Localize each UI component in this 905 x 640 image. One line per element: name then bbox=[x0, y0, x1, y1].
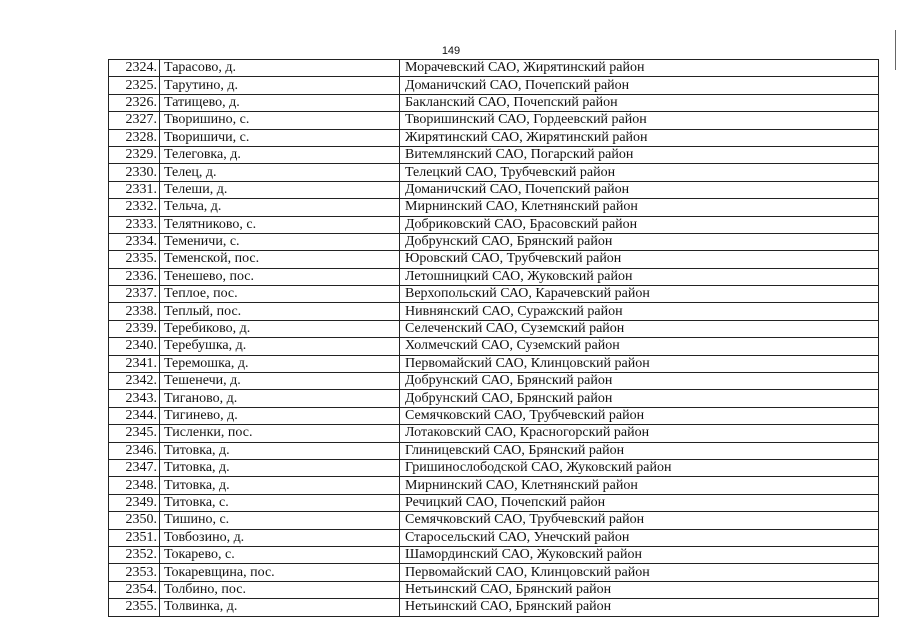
table-row bbox=[109, 303, 879, 320]
administration-district: Селеченский САО, Суземский район bbox=[400, 320, 879, 337]
row-number: 2346. bbox=[109, 442, 160, 459]
table-row bbox=[109, 338, 879, 355]
administration-district: Летошницкий САО, Жуковский район bbox=[400, 268, 879, 285]
settlement-name: Токарево, с. bbox=[160, 546, 400, 563]
settlement-name: Теплое, пос. bbox=[160, 286, 400, 303]
administration-district: Добрунский САО, Брянский район bbox=[400, 233, 879, 250]
table-row bbox=[109, 425, 879, 442]
row-number: 2333. bbox=[109, 216, 160, 233]
administration-district: Добрунский САО, Брянский район bbox=[400, 390, 879, 407]
administration-district: Доманичский САО, Почепский район bbox=[400, 77, 879, 94]
row-number: 2337. bbox=[109, 286, 160, 303]
settlement-name: Тешенечи, д. bbox=[160, 373, 400, 390]
row-number: 2348. bbox=[109, 477, 160, 494]
row-number: 2351. bbox=[109, 529, 160, 546]
row-number: 2340. bbox=[109, 338, 160, 355]
administration-district: Жирятинский САО, Жирятинский район bbox=[400, 129, 879, 146]
settlement-name: Теребушка, д. bbox=[160, 338, 400, 355]
settlement-name: Титовка, с. bbox=[160, 494, 400, 511]
table-row bbox=[109, 546, 879, 563]
settlement-name: Тарутино, д. bbox=[160, 77, 400, 94]
settlement-name: Теменской, пос. bbox=[160, 251, 400, 268]
row-number: 2353. bbox=[109, 564, 160, 581]
table-row bbox=[109, 129, 879, 146]
administration-district: Нивнянский САО, Суражский район bbox=[400, 303, 879, 320]
table-row bbox=[109, 181, 879, 198]
administration-district: Семячковский САО, Трубчевский район bbox=[400, 407, 879, 424]
administration-district: Верхопольский САО, Карачевский район bbox=[400, 286, 879, 303]
table-row bbox=[109, 286, 879, 303]
settlement-name: Телец, д. bbox=[160, 164, 400, 181]
row-number: 2326. bbox=[109, 94, 160, 111]
settlement-name: Телятниково, с. bbox=[160, 216, 400, 233]
row-number: 2350. bbox=[109, 512, 160, 529]
settlement-name: Творишино, с. bbox=[160, 112, 400, 129]
table-row bbox=[109, 564, 879, 581]
row-number: 2352. bbox=[109, 546, 160, 563]
settlement-name: Титовка, д. bbox=[160, 477, 400, 494]
administration-district: Добриковский САО, Брасовский район bbox=[400, 216, 879, 233]
table-row bbox=[109, 216, 879, 233]
row-number: 2339. bbox=[109, 320, 160, 337]
settlement-name: Телеши, д. bbox=[160, 181, 400, 198]
settlement-name: Тисленки, пос. bbox=[160, 425, 400, 442]
table-row bbox=[109, 60, 879, 77]
row-number: 2341. bbox=[109, 355, 160, 372]
table-row bbox=[109, 94, 879, 111]
row-number: 2324. bbox=[109, 60, 160, 77]
table-row bbox=[109, 146, 879, 163]
table-row bbox=[109, 164, 879, 181]
administration-district: Речицкий САО, Почепский район bbox=[400, 494, 879, 511]
table-row bbox=[109, 459, 879, 476]
table-row bbox=[109, 268, 879, 285]
administration-district: Бакланский САО, Почепский район bbox=[400, 94, 879, 111]
row-number: 2329. bbox=[109, 146, 160, 163]
table-row bbox=[109, 494, 879, 511]
row-number: 2347. bbox=[109, 459, 160, 476]
row-number: 2335. bbox=[109, 251, 160, 268]
administration-district: Морачевский САО, Жирятинский район bbox=[400, 60, 879, 77]
settlement-name: Тенешево, пос. bbox=[160, 268, 400, 285]
row-number: 2342. bbox=[109, 373, 160, 390]
settlement-name: Теремошка, д. bbox=[160, 355, 400, 372]
table-row bbox=[109, 442, 879, 459]
row-number: 2331. bbox=[109, 181, 160, 198]
row-number: 2332. bbox=[109, 199, 160, 216]
row-number: 2325. bbox=[109, 77, 160, 94]
table-row bbox=[109, 199, 879, 216]
scan-edge-line bbox=[895, 30, 896, 70]
row-number: 2345. bbox=[109, 425, 160, 442]
row-number: 2338. bbox=[109, 303, 160, 320]
settlement-name: Тишино, с. bbox=[160, 512, 400, 529]
table-row bbox=[109, 251, 879, 268]
table-row bbox=[109, 320, 879, 337]
settlement-name: Толбино, пос. bbox=[160, 581, 400, 598]
row-number: 2330. bbox=[109, 164, 160, 181]
settlement-name: Теменичи, с. bbox=[160, 233, 400, 250]
administration-district: Витемлянский САО, Погарский район bbox=[400, 146, 879, 163]
administration-district: Телецкий САО, Трубчевский район bbox=[400, 164, 879, 181]
table-row bbox=[109, 512, 879, 529]
settlement-name: Татищево, д. bbox=[160, 94, 400, 111]
settlement-name: Титовка, д. bbox=[160, 459, 400, 476]
table-row bbox=[109, 233, 879, 250]
administration-district: Нетьинский САО, Брянский район bbox=[400, 599, 879, 616]
settlement-name: Теребиково, д. bbox=[160, 320, 400, 337]
settlement-name: Товбозино, д. bbox=[160, 529, 400, 546]
administration-district: Семячковский САО, Трубчевский район bbox=[400, 512, 879, 529]
settlement-name: Толвинка, д. bbox=[160, 599, 400, 616]
administration-district: Первомайский САО, Клинцовский район bbox=[400, 564, 879, 581]
table-row bbox=[109, 77, 879, 94]
row-number: 2334. bbox=[109, 233, 160, 250]
settlement-table-body bbox=[109, 60, 879, 617]
table-row bbox=[109, 477, 879, 494]
administration-district: Первомайский САО, Клинцовский район bbox=[400, 355, 879, 372]
settlement-name: Токаревщина, пос. bbox=[160, 564, 400, 581]
table-row bbox=[109, 581, 879, 598]
row-number: 2354. bbox=[109, 581, 160, 598]
administration-district: Доманичский САО, Почепский район bbox=[400, 181, 879, 198]
row-number: 2344. bbox=[109, 407, 160, 424]
administration-district: Мирнинский САО, Клетнянский район bbox=[400, 199, 879, 216]
row-number: 2343. bbox=[109, 390, 160, 407]
settlement-name: Творишичи, с. bbox=[160, 129, 400, 146]
administration-district: Мирнинский САО, Клетнянский район bbox=[400, 477, 879, 494]
table-row bbox=[109, 355, 879, 372]
table-row bbox=[109, 373, 879, 390]
administration-district: Нетьинский САО, Брянский район bbox=[400, 581, 879, 598]
row-number: 2349. bbox=[109, 494, 160, 511]
row-number: 2355. bbox=[109, 599, 160, 616]
administration-district: Юровский САО, Трубчевский район bbox=[400, 251, 879, 268]
administration-district: Творишинский САО, Гордеевский район bbox=[400, 112, 879, 129]
administration-district: Холмечский САО, Суземский район bbox=[400, 338, 879, 355]
table-row bbox=[109, 390, 879, 407]
administration-district: Глиницевский САО, Брянский район bbox=[400, 442, 879, 459]
settlement-name: Телеговка, д. bbox=[160, 146, 400, 163]
administration-district: Добрунский САО, Брянский район bbox=[400, 373, 879, 390]
row-number: 2327. bbox=[109, 112, 160, 129]
administration-district: Гришинослободской САО, Жуковский район bbox=[400, 459, 879, 476]
settlement-table bbox=[108, 59, 879, 617]
settlement-name: Тигинево, д. bbox=[160, 407, 400, 424]
table-row bbox=[109, 407, 879, 424]
table-row bbox=[109, 529, 879, 546]
settlement-name: Титовка, д. bbox=[160, 442, 400, 459]
table-row bbox=[109, 112, 879, 129]
table-row bbox=[109, 599, 879, 616]
settlement-name: Теплый, пос. bbox=[160, 303, 400, 320]
settlement-name: Тельча, д. bbox=[160, 199, 400, 216]
administration-district: Старосельский САО, Унечский район bbox=[400, 529, 879, 546]
row-number: 2328. bbox=[109, 129, 160, 146]
administration-district: Лотаковский САО, Красногорский район bbox=[400, 425, 879, 442]
page-number: 149 bbox=[441, 45, 461, 57]
settlement-name: Тарасово, д. bbox=[160, 60, 400, 77]
settlement-name: Тиганово, д. bbox=[160, 390, 400, 407]
row-number: 2336. bbox=[109, 268, 160, 285]
administration-district: Шамординский САО, Жуковский район bbox=[400, 546, 879, 563]
